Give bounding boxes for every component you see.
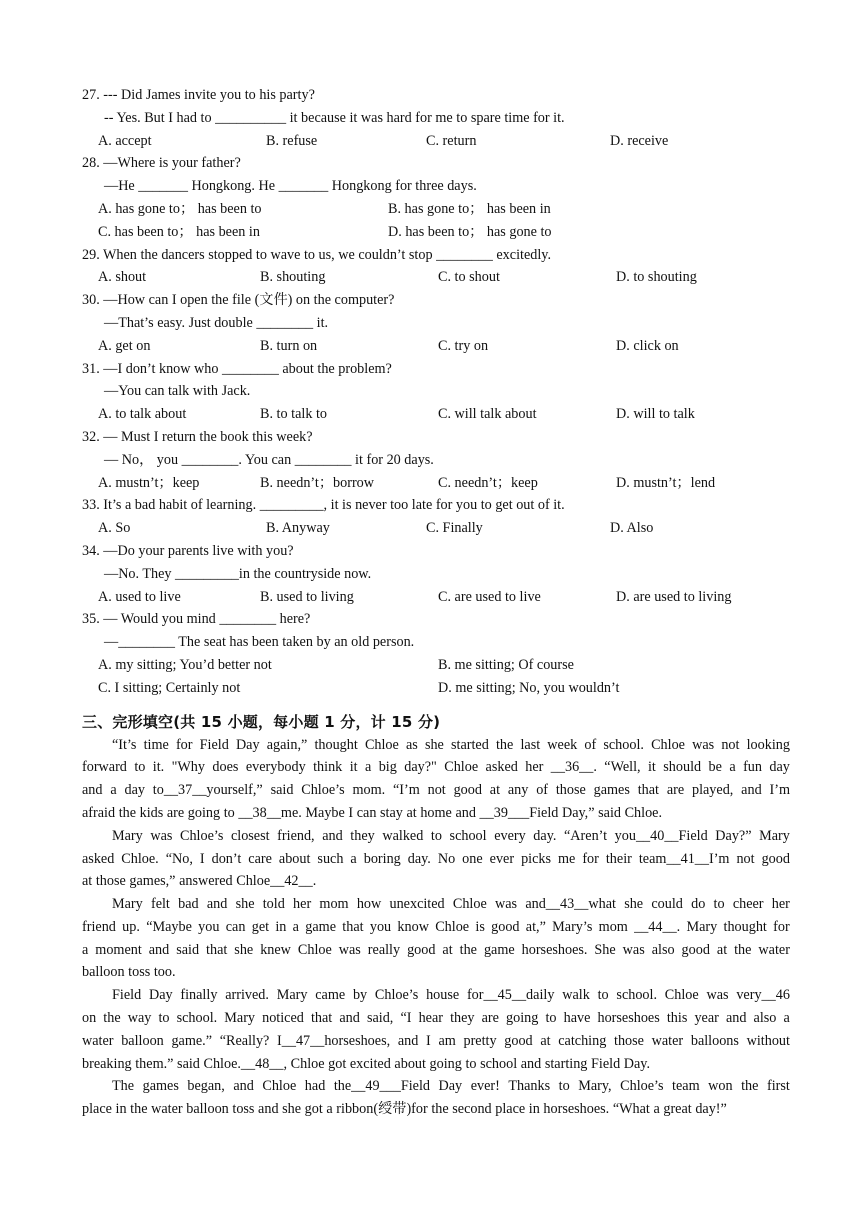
multiple-choice-questions: [82, 84, 790, 700]
passage-line: balloon toss too.: [82, 964, 176, 981]
passage-paragraph: [82, 825, 790, 893]
answer-option: D. are used to living: [616, 588, 732, 605]
options-row: [82, 266, 790, 289]
options-row: [82, 517, 790, 540]
answer-option: A. So: [98, 520, 131, 537]
passage-line: place in the water balloon toss and she got a ribbon(绶带)for the second place in horseshoes. “What a great day!”: [82, 1101, 727, 1118]
passage-paragraph: [82, 1075, 790, 1121]
answer-option: A. has gone to； has been to: [98, 200, 262, 217]
answer-option: C. will talk about: [438, 406, 537, 423]
options-row: [82, 677, 790, 700]
options-row: [82, 221, 790, 244]
options-row: [82, 335, 790, 358]
question-reply: —________ The seat has been taken by an old person.: [104, 634, 415, 651]
options-row: [82, 130, 790, 153]
options-row: [82, 198, 790, 221]
answer-option: D. mustn’t；lend: [616, 474, 716, 491]
question-q32: [82, 426, 790, 494]
answer-option: B. used to living: [260, 588, 354, 605]
answer-option: D. to shouting: [616, 269, 697, 286]
passage-line: Mary was Chloe’s closest friend, and they walked to school every day. “Aren’t you__40__Field Day?” Mary: [112, 827, 790, 844]
answer-option: D. Also: [610, 520, 654, 537]
answer-option: D. click on: [616, 337, 679, 354]
question-stem: 33. It’s a bad habit of learning. _________, it is never too late for you to get out of it.: [82, 497, 565, 514]
question-q33: [82, 494, 790, 540]
answer-option: C. has been to； has been in: [98, 223, 260, 240]
options-row: [82, 472, 790, 495]
options-row: [82, 586, 790, 609]
options-row: [82, 403, 790, 426]
passage-line: The games began, and Chloe had the__49___Field Day ever! Thanks to Mary, Chloe’s team won the first: [112, 1078, 790, 1095]
answer-option: D. receive: [610, 132, 669, 149]
answer-option: C. Finally: [426, 520, 483, 537]
question-reply: —He _______ Hongkong. He _______ Hongkong for three days.: [104, 178, 477, 195]
question-stem: 35. — Would you mind ________ here?: [82, 611, 311, 628]
answer-option: A. mustn’t；keep: [98, 474, 200, 491]
answer-option: D. has been to； has gone to: [388, 223, 552, 240]
question-stem: 28. —Where is your father?: [82, 155, 241, 172]
passage-line: asked Chloe. “No, I don’t care about such a boring day. No one ever picks me for their team__41__I’m not good: [82, 850, 790, 867]
question-stem: 34. —Do your parents live with you?: [82, 542, 294, 559]
question-reply: —You can talk with Jack.: [104, 383, 251, 400]
question-q30: [82, 289, 790, 357]
answer-option: A. my sitting; You’d better not: [98, 656, 272, 673]
answer-option: A. shout: [98, 269, 147, 286]
exam-page: [82, 84, 790, 1121]
passage-line: breaking them.” said Chloe.__48__, Chloe got excited about going to school and starting Field Day.: [82, 1055, 651, 1072]
question-q34: [82, 540, 790, 608]
answer-option: D. will to talk: [616, 406, 695, 423]
passage-line: water balloon game.” “Really? I__47__horseshoes, and I am pretty good at catching those water balloons without: [82, 1032, 790, 1049]
answer-option: B. refuse: [266, 132, 318, 149]
question-reply: — No， you ________. You can ________ it for 20 days.: [104, 451, 434, 468]
answer-option: B. turn on: [260, 337, 318, 354]
question-q29: [82, 244, 790, 290]
question-reply: —That’s easy. Just double ________ it.: [104, 314, 329, 331]
passage-line: friend up. “Maybe you can get in a game that you know Chloe is good at,” Mary’s mom __44__. Mary thought for: [82, 918, 790, 935]
answer-option: B. Anyway: [266, 520, 330, 537]
passage-line: Mary felt bad and she told her mom how unexcited Chloe was and__43__what she could do to cheer her: [112, 896, 790, 913]
question-q31: [82, 358, 790, 426]
section-heading: 三、完形填空(共 15 小题，每小题 1 分，计 15 分): [82, 712, 441, 731]
passage-line: on the way to school. Mary noticed that and said, “I hear they are going to have horseshoes this year and also a: [82, 1010, 790, 1027]
answer-option: C. return: [426, 132, 477, 149]
answer-option: C. try on: [438, 337, 489, 354]
question-stem: 27. --- Did James invite you to his party?: [82, 87, 315, 103]
options-row: [82, 654, 790, 677]
question-stem: 29. When the dancers stopped to wave to us, we couldn’t stop ________ excitedly.: [82, 246, 552, 263]
answer-option: C. I sitting; Certainly not: [98, 679, 241, 696]
passage-line: Field Day finally arrived. Mary came by Chloe’s house for__45__daily walk to school. Chloe was very__46: [112, 987, 790, 1004]
answer-option: D. me sitting; No, you wouldn’t: [438, 679, 620, 696]
question-q27: [82, 84, 790, 152]
question-q35: [82, 608, 790, 699]
question-stem: 30. —How can I open the file (文件) on the computer?: [82, 292, 395, 309]
answer-option: C. needn’t；keep: [438, 474, 538, 491]
answer-option: B. me sitting; Of course: [438, 656, 574, 673]
question-q28: [82, 152, 790, 243]
question-reply: -- Yes. But I had to __________ it because it was hard for me to spare time for it.: [104, 109, 565, 126]
answer-option: B. shouting: [260, 269, 326, 286]
passage-line: forward to it. "Why does everybody think it a big day?" Chloe asked her __36__. “Well, it should be a fun day: [82, 759, 790, 776]
question-stem: 32. — Must I return the book this week?: [82, 428, 313, 445]
passage-paragraph: [82, 984, 790, 1075]
cloze-passage: [82, 734, 790, 1122]
answer-option: B. needn’t；borrow: [260, 474, 375, 491]
answer-option: A. to talk about: [98, 406, 187, 423]
answer-option: A. accept: [98, 132, 152, 149]
passage-line: a moment and said that she knew Chloe was really good at the game horseshoes. She was also good at the water: [82, 941, 790, 958]
answer-option: A. used to live: [98, 588, 181, 605]
passage-paragraph: [82, 893, 790, 984]
answer-option: C. are used to live: [438, 588, 541, 605]
answer-option: C. to shout: [438, 269, 500, 286]
answer-option: B. to talk to: [260, 406, 327, 423]
passage-line: “It’s time for Field Day again,” thought Chloe as she started the last week of school. Chloe was not looking: [112, 736, 790, 753]
answer-option: A. get on: [98, 337, 151, 354]
question-stem: 31. —I don’t know who ________ about the problem?: [82, 360, 392, 377]
passage-line: afraid the kids are going to __38__me. Maybe I can stay at home and __39___Field Day,” said Chloe.: [82, 804, 663, 821]
passage-line: at those games,” answered Chloe__42__.: [82, 873, 317, 890]
answer-option: B. has gone to； has been in: [388, 200, 551, 217]
passage-paragraph: [82, 734, 790, 825]
question-reply: —No. They _________in the countryside now.: [104, 565, 372, 582]
passage-line: and a day to__37__yourself,” said Chloe’s mom. “I’m not good at any of those games that are played, and I’m: [82, 782, 790, 799]
